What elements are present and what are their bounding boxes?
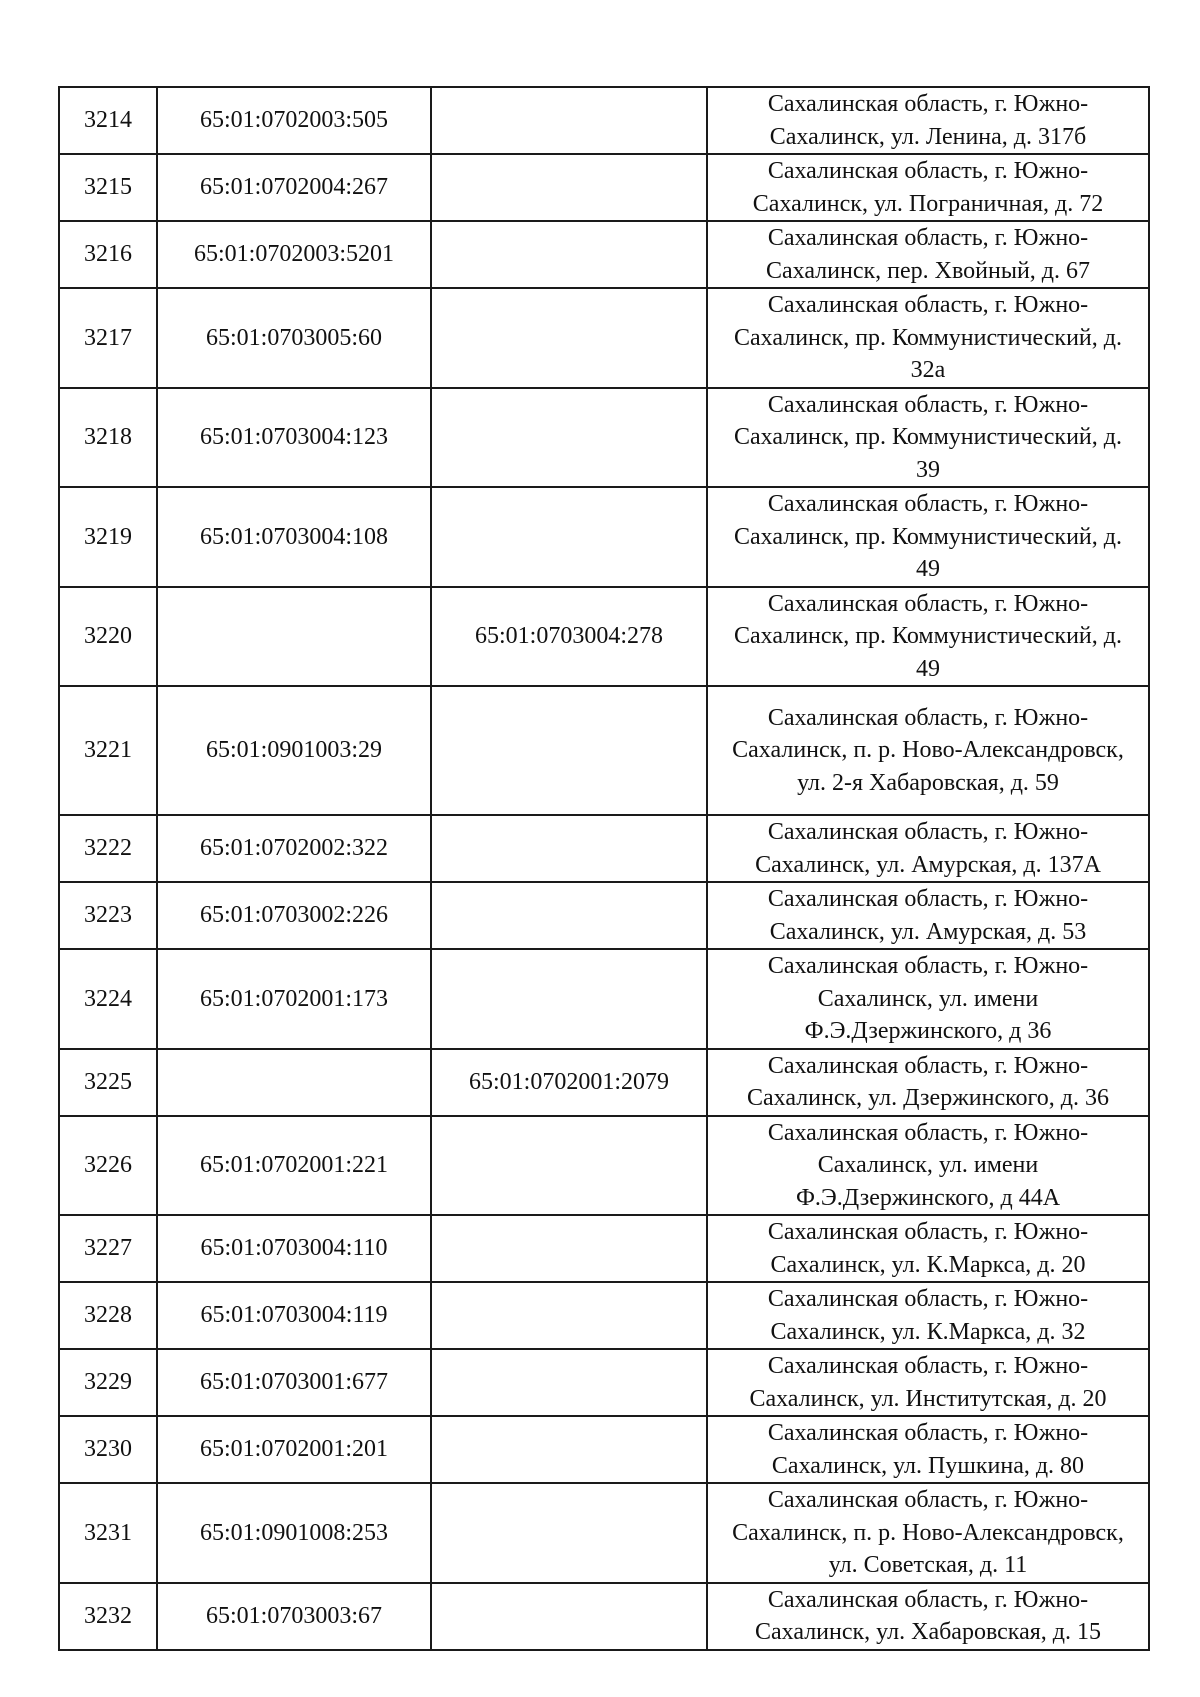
land-cadastral-number-cell: 65:01:0702001:221 — [157, 1116, 431, 1216]
building-cadastral-number-cell: 65:01:0703004:278 — [431, 587, 707, 687]
building-cadastral-number-cell — [431, 1282, 707, 1349]
land-cadastral-number-cell: 65:01:0703001:677 — [157, 1349, 431, 1416]
address-cell: Сахалинская область, г. Южно- Сахалинск, ул. Пушкина, д. 80 — [707, 1416, 1149, 1483]
row-number-cell: 3230 — [59, 1416, 157, 1483]
address-cell: Сахалинская область, г. Южно- Сахалинск, п. р. Ново-Александровск, ул. 2-я Хабаровская, д. 59 — [707, 686, 1149, 815]
table-row — [59, 87, 1149, 154]
building-cadastral-number-cell — [431, 288, 707, 388]
row-number-cell: 3231 — [59, 1483, 157, 1583]
table-row — [59, 154, 1149, 221]
land-cadastral-number-cell: 65:01:0901003:29 — [157, 686, 431, 815]
address-cell: Сахалинская область, г. Южно- Сахалинск, ул. имени Ф.Э.Дзержинского, д 44А — [707, 1116, 1149, 1216]
table-row — [59, 388, 1149, 488]
land-cadastral-number-cell: 65:01:0703005:60 — [157, 288, 431, 388]
land-cadastral-number-cell: 65:01:0703004:110 — [157, 1215, 431, 1282]
land-cadastral-number-cell: 65:01:0703004:123 — [157, 388, 431, 488]
address-cell: Сахалинская область, г. Южно- Сахалинск, пер. Хвойный, д. 67 — [707, 221, 1149, 288]
row-number-cell: 3216 — [59, 221, 157, 288]
address-cell: Сахалинская область, г. Южно- Сахалинск, ул. Амурская, д. 53 — [707, 882, 1149, 949]
row-number-cell: 3214 — [59, 87, 157, 154]
table-row — [59, 1349, 1149, 1416]
address-cell: Сахалинская область, г. Южно- Сахалинск, ул. Ленина, д. 317б — [707, 87, 1149, 154]
table-row — [59, 1049, 1149, 1116]
row-number-cell: 3226 — [59, 1116, 157, 1216]
row-number-cell: 3225 — [59, 1049, 157, 1116]
land-cadastral-number-cell: 65:01:0703004:119 — [157, 1282, 431, 1349]
table-row — [59, 587, 1149, 687]
land-cadastral-number-cell: 65:01:0702003:505 — [157, 87, 431, 154]
building-cadastral-number-cell — [431, 1483, 707, 1583]
land-cadastral-number-cell: 65:01:0703003:67 — [157, 1583, 431, 1650]
building-cadastral-number-cell — [431, 1583, 707, 1650]
table-row — [59, 221, 1149, 288]
land-cadastral-number-cell: 65:01:0702001:201 — [157, 1416, 431, 1483]
table-row — [59, 1483, 1149, 1583]
land-cadastral-number-cell: 65:01:0702001:173 — [157, 949, 431, 1049]
address-cell: Сахалинская область, г. Южно- Сахалинск, пр. Коммунистический, д. 49 — [707, 587, 1149, 687]
building-cadastral-number-cell — [431, 154, 707, 221]
table-row — [59, 1116, 1149, 1216]
row-number-cell: 3220 — [59, 587, 157, 687]
building-cadastral-number-cell — [431, 1116, 707, 1216]
row-number-cell: 3215 — [59, 154, 157, 221]
address-cell: Сахалинская область, г. Южно- Сахалинск, пр. Коммунистический, д. 32а — [707, 288, 1149, 388]
address-cell: Сахалинская область, г. Южно- Сахалинск, ул. Пограничная, д. 72 — [707, 154, 1149, 221]
land-cadastral-number-cell: 65:01:0901008:253 — [157, 1483, 431, 1583]
building-cadastral-number-cell — [431, 815, 707, 882]
address-cell: Сахалинская область, г. Южно- Сахалинск, пр. Коммунистический, д. 39 — [707, 388, 1149, 488]
building-cadastral-number-cell — [431, 221, 707, 288]
land-cadastral-number-cell: 65:01:0703004:108 — [157, 487, 431, 587]
row-number-cell: 3222 — [59, 815, 157, 882]
table-row — [59, 1282, 1149, 1349]
building-cadastral-number-cell — [431, 1349, 707, 1416]
address-cell: Сахалинская область, г. Южно- Сахалинск, ул. Хабаровская, д. 15 — [707, 1583, 1149, 1650]
address-cell: Сахалинская область, г. Южно- Сахалинск, п. р. Ново-Александровск, ул. Советская, д. 11 — [707, 1483, 1149, 1583]
row-number-cell: 3219 — [59, 487, 157, 587]
table-row — [59, 1416, 1149, 1483]
building-cadastral-number-cell: 65:01:0702001:2079 — [431, 1049, 707, 1116]
building-cadastral-number-cell — [431, 1416, 707, 1483]
land-cadastral-number-cell: 65:01:0702004:267 — [157, 154, 431, 221]
table-row — [59, 1215, 1149, 1282]
address-cell: Сахалинская область, г. Южно- Сахалинск, ул. имени Ф.Э.Дзержинского, д 36 — [707, 949, 1149, 1049]
table-row — [59, 815, 1149, 882]
building-cadastral-number-cell — [431, 882, 707, 949]
row-number-cell: 3221 — [59, 686, 157, 815]
address-cell: Сахалинская область, г. Южно- Сахалинск, ул. Институтская, д. 20 — [707, 1349, 1149, 1416]
land-cadastral-number-cell: 65:01:0702002:322 — [157, 815, 431, 882]
table-row — [59, 1583, 1149, 1650]
building-cadastral-number-cell — [431, 686, 707, 815]
table-row — [59, 882, 1149, 949]
address-cell: Сахалинская область, г. Южно- Сахалинск, ул. Дзержинского, д. 36 — [707, 1049, 1149, 1116]
land-cadastral-number-cell — [157, 587, 431, 687]
row-number-cell: 3229 — [59, 1349, 157, 1416]
address-cell: Сахалинская область, г. Южно- Сахалинск, пр. Коммунистический, д. 49 — [707, 487, 1149, 587]
row-number-cell: 3227 — [59, 1215, 157, 1282]
row-number-cell: 3224 — [59, 949, 157, 1049]
row-number-cell: 3223 — [59, 882, 157, 949]
table-row — [59, 949, 1149, 1049]
table-row — [59, 686, 1149, 815]
row-number-cell: 3217 — [59, 288, 157, 388]
row-number-cell: 3228 — [59, 1282, 157, 1349]
building-cadastral-number-cell — [431, 949, 707, 1049]
address-cell: Сахалинская область, г. Южно- Сахалинск, ул. К.Маркса, д. 32 — [707, 1282, 1149, 1349]
building-cadastral-number-cell — [431, 487, 707, 587]
property-registry-table — [58, 86, 1150, 1651]
building-cadastral-number-cell — [431, 388, 707, 488]
building-cadastral-number-cell — [431, 1215, 707, 1282]
table-row — [59, 487, 1149, 587]
land-cadastral-number-cell: 65:01:0703002:226 — [157, 882, 431, 949]
address-cell: Сахалинская область, г. Южно- Сахалинск, ул. Амурская, д. 137А — [707, 815, 1149, 882]
table-row — [59, 288, 1149, 388]
building-cadastral-number-cell — [431, 87, 707, 154]
address-cell: Сахалинская область, г. Южно- Сахалинск, ул. К.Маркса, д. 20 — [707, 1215, 1149, 1282]
land-cadastral-number-cell — [157, 1049, 431, 1116]
row-number-cell: 3232 — [59, 1583, 157, 1650]
land-cadastral-number-cell: 65:01:0702003:5201 — [157, 221, 431, 288]
row-number-cell: 3218 — [59, 388, 157, 488]
